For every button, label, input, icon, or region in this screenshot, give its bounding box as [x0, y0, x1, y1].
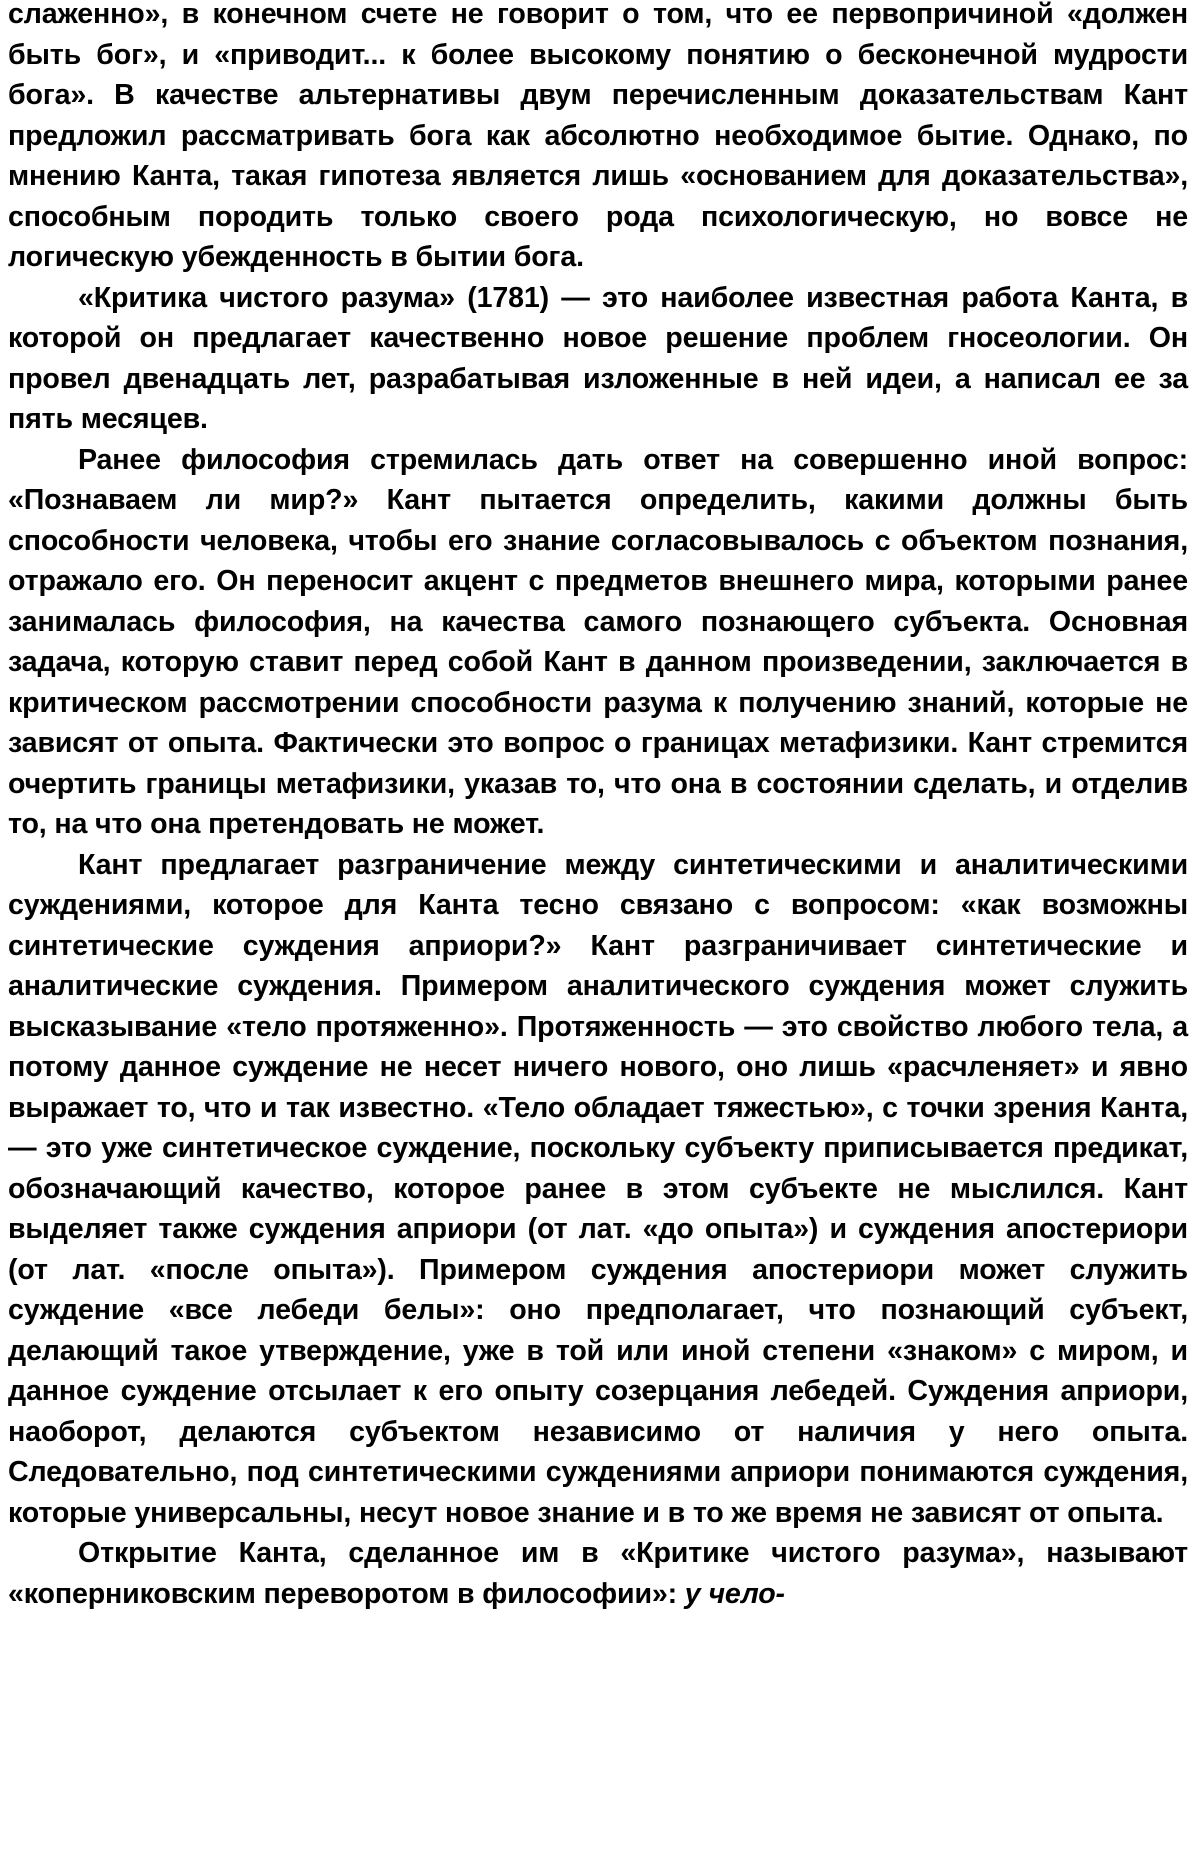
text-run: слаженно», в конечном счете не говорит о том, что ее первопричиной «должен быть бог», и «приводит... к более высокому понятию о бесконечной мудрости бога». В качестве альтернативы двум перечисленным доказательствам Кант предложил рассматривать бога как абсолютно необходимое бытие. Однако, по мнению Канта, такая гипотеза является лишь «основанием для доказательства», способным породить только своего рода психологическую, но вовсе не логическую убежденность в бытии бога.	[8, 0, 1188, 273]
paragraph-2	[8, 278, 1188, 440]
emphasis-run: Он переносит акцент с предметов внешнего мира, которыми ранее занималась философия, на качества самого познающего субъекта.	[8, 565, 1188, 638]
emphasis-run: у чело-	[684, 1577, 785, 1610]
text-run: — это наиболее известная работа Канта, в которой он предлагает качественно новое решение проблем гносеологии. Он провел двенадцать лет, разрабатывая изложенные в ней идеи, а написал ее за пять месяцев.	[8, 281, 1188, 435]
page-text-body	[8, 0, 1188, 1614]
paragraph-4	[8, 845, 1188, 1534]
emphasis-run: под синтетическими суждениями априори понимаются суждения, которые универсальны, несут новое знание и в то же время не зависят от опыта.	[8, 1456, 1188, 1529]
text-run: Основная задача, которую ставит перед собой Кант в данном произведении, заключается в критическом рассмотрении способности разума к получению знаний, которые не зависят от опыта. Фактически это вопрос о границах метафизики. Кант стремится очертить границы метафизики, указав то, что она в состоянии сделать, и отделив то, на что она претендовать не может.	[8, 605, 1188, 840]
emphasis-run: «Критика чистого разума» (1781)	[78, 281, 549, 314]
paragraph-1	[8, 0, 1188, 278]
paragraph-3	[8, 440, 1188, 845]
text-run: Ранее философия стремилась дать ответ на совершенно иной вопрос: «Познаваем ли мир?» Кант пытается определить, какими должны быть способности человека, чтобы его знание согласовывалось с объектом познания, отражало его.	[8, 443, 1188, 597]
text-run: Кант предлагает разграничение между синтетическими и аналитическими суждениями, которое для Канта тесно связано с вопросом: «как возможны синтетические суждения априори?» Кант разграничивает синтетические и аналитические суждения. Примером аналитического суждения может служить высказывание «тело протяженно». Протяженность — это свойство любого тела, а потому данное суждение не несет ничего нового, оно лишь «расчленяет» и явно выражает то, что и так известно. «Тело обладает тяжестью», с точки зрения Канта, — это уже синтетическое суждение, поскольку субъекту приписывается предикат, обозначающий качество, которое ранее в этом субъекте не мыслился. Кант выделяет также суждения априори (от лат. «до опыта») и суждения апостериори (от лат. «после опыта»). Примером суждения апостериори может служить суждение «все лебеди белы»: оно предполагает, что познающий субъект, делающий такое утверждение, уже в той или иной степени «знаком» с миром, и данное суждение отсылает к его опыту созерцания лебедей. Суждения априори, наоборот, делаются субъектом независимо от наличия у него опыта. Следовательно,	[8, 848, 1188, 1488]
emphasis-run: Открытие Канта, сделанное им в «Критике чистого разума», называют «коперниковским переворотом в философии»:	[8, 1537, 1188, 1610]
paragraph-5	[8, 1533, 1188, 1614]
